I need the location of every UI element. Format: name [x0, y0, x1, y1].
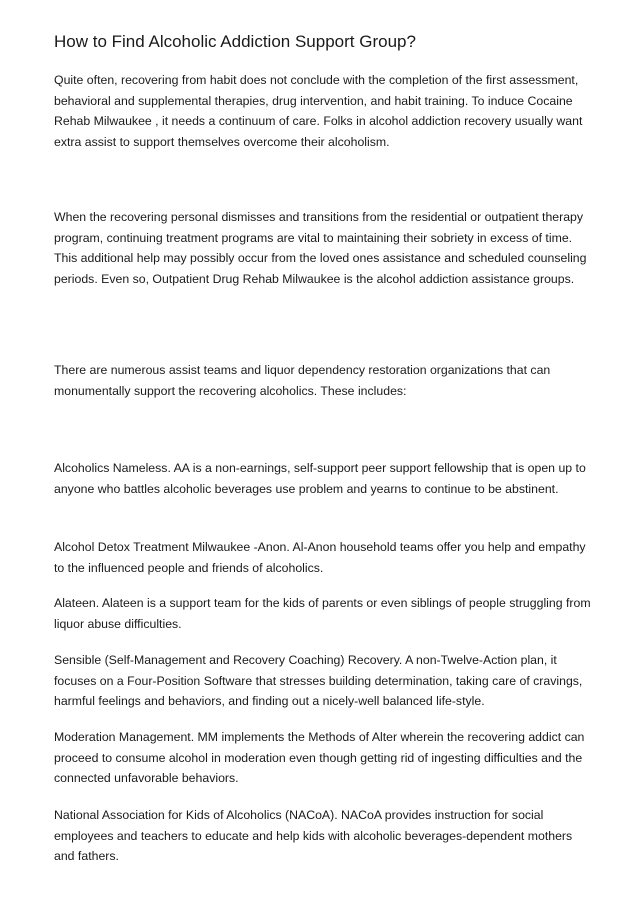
paragraph-nacoa: National Association for Kids of Alcoholics (NACoA). NACoA provides instruction for social employees and teachers to educate and help kids with alcoholic beverages-dependent mothers and fathers.: [54, 808, 573, 863]
paragraph-moderation-management: Moderation Management. MM implements the Methods of Alter wherein the recovering addict can proceed to consume alcohol in moderation even though getting rid of ingesting difficulties and the connected unfavorable behaviors.: [54, 730, 585, 785]
document-title: How to Find Alcoholic Addiction Support Group?: [54, 32, 416, 51]
paragraph-al-anon: Alcohol Detox Treatment Milwaukee -Anon. Al-Anon household teams offer you help and empathy to the influenced people and friends of alcoholics.: [54, 540, 586, 575]
paragraph-alateen: Alateen. Alateen is a support team for the kids of parents or even siblings of people struggling from liquor abuse difficulties.: [54, 596, 591, 631]
paragraph-intro: Quite often, recovering from habit does not conclude with the completion of the first assessment, behavioral and supplemental therapies, drug intervention, and habit training. To induce Cocaine Rehab Milwaukee , it needs a continuum of care. Folks in alcohol addiction recovery usually want extra assist to support themselves overcome their alcoholism.: [54, 73, 583, 149]
paragraph-smart-recovery: Sensible (Self-Management and Recovery Coaching) Recovery. A non-Twelve-Action plan, it focuses on a Four-Position Software that stresses building determination, taking care of cravings, harmful feelings and behaviors, and finding out a nicely-well balanced life-style.: [54, 653, 583, 708]
paragraph-continuing-care: When the recovering personal dismisses and transitions from the residential or outpatient therapy program, continuing treatment programs are vital to maintaining their sobriety in excess of time. This additional help may possibly occur from the loved ones assistance and scheduled counseling periods. Even so, Outpatient Drug Rehab Milwaukee is the alcohol addiction assistance groups.: [54, 210, 587, 286]
paragraph-aa: Alcoholics Nameless. AA is a non-earnings, self-support peer support fellowship that is open up to anyone who battles alcoholic beverages use problem and yearns to continue to be abstinent.: [54, 461, 586, 496]
paragraph-support-groups-intro: There are numerous assist teams and liquor dependency restoration organizations that can monumentally support the recovering alcoholics. These includes:: [54, 363, 551, 398]
